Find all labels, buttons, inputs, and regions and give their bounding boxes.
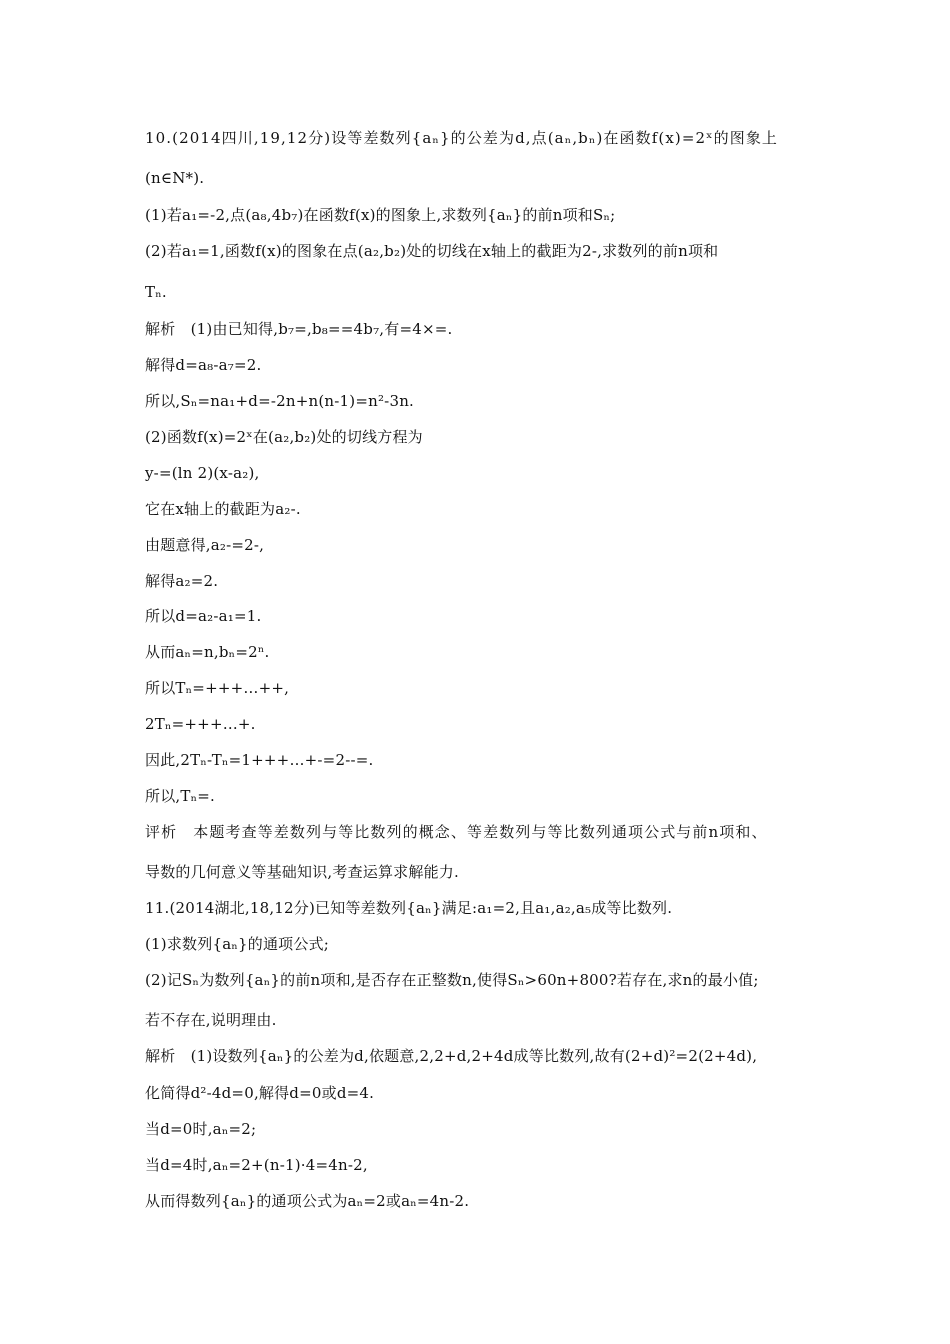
problem-10-part-2-cont: Tₙ. (145, 283, 167, 301)
problem-10-part-2: (2)若a₁=1,函数f(x)的图象在点(a₂,b₂)处的切线在x轴上的截距为2-,求数列的前n项和 (145, 242, 719, 260)
solution-10-line: 所以Tₙ=+++…++, (145, 679, 290, 697)
solution-11-line: 从而得数列{aₙ}的通项公式为aₙ=2或aₙ=4n-2. (145, 1192, 470, 1210)
commentary-10-cont: 导数的几何意义等基础知识,考查运算求解能力. (145, 863, 459, 881)
problem-11-statement: 11.(2014湖北,18,12分)已知等差数列{aₙ}满足:a₁=2,且a₁,a₂,a₅成等比数列. (145, 899, 673, 917)
commentary-10: 评析 本题考查等差数列与等比数列的概念、等差数列与等比数列通项公式与前n项和、 (145, 823, 768, 841)
problem-11-part-1: (1)求数列{aₙ}的通项公式; (145, 935, 330, 953)
solution-10-line: 解得a₂=2. (145, 572, 219, 590)
solution-10-line: 因此,2Tₙ-Tₙ=1+++…+-=2--=. (145, 751, 374, 769)
solution-11-line: 化简得d²-4d=0,解得d=0或d=4. (145, 1084, 375, 1102)
problem-10-statement-cont: (n∈N*). (145, 169, 205, 187)
solution-10-line: 从而aₙ=n,bₙ=2ⁿ. (145, 643, 270, 661)
solution-10-line: 2Tₙ=+++…+. (145, 715, 256, 733)
solution-11-line: 当d=0时,aₙ=2; (145, 1120, 257, 1138)
solution-11-line: 当d=4时,aₙ=2+(n-1)·4=4n-2, (145, 1156, 368, 1174)
solution-10-line: 由题意得,a₂-=2-, (145, 536, 265, 554)
solution-10-line: y-=(ln 2)(x-a₂), (145, 464, 260, 482)
solution-11-line: 解析 (1)设数列{aₙ}的公差为d,依题意,2,2+d,2+4d成等比数列,故有(2+d)²=2(2+4d), (145, 1047, 758, 1065)
solution-10-line: 所以,Sₙ=na₁+d=-2n+n(n-1)=n²-3n. (145, 392, 415, 410)
solution-10-line: (2)函数f(x)=2ˣ在(a₂,b₂)处的切线方程为 (145, 428, 423, 446)
problem-11-part-2: (2)记Sₙ为数列{aₙ}的前n项和,是否存在正整数n,使得Sₙ>60n+800?若存在,求n的最小值; (145, 971, 759, 989)
solution-10-line: 所以d=a₂-a₁=1. (145, 607, 262, 625)
problem-11-part-2-cont: 若不存在,说明理由. (145, 1011, 277, 1029)
problem-10-statement: 10.(2014四川,19,12分)设等差数列{aₙ}的公差为d,点(aₙ,bₙ)在函数f(x)=2ˣ的图象上 (145, 129, 779, 147)
problem-10-part-1: (1)若a₁=-2,点(a₈,4b₇)在函数f(x)的图象上,求数列{aₙ}的前n项和Sₙ; (145, 206, 616, 224)
solution-10-line: 它在x轴上的截距为a₂-. (145, 500, 301, 518)
solution-10-line: 解得d=a₈-a₇=2. (145, 356, 262, 374)
solution-10-line: 解析 (1)由已知得,b₇=,b₈==4b₇,有=4×=. (145, 320, 453, 338)
solution-10-line: 所以,Tₙ=. (145, 787, 215, 805)
